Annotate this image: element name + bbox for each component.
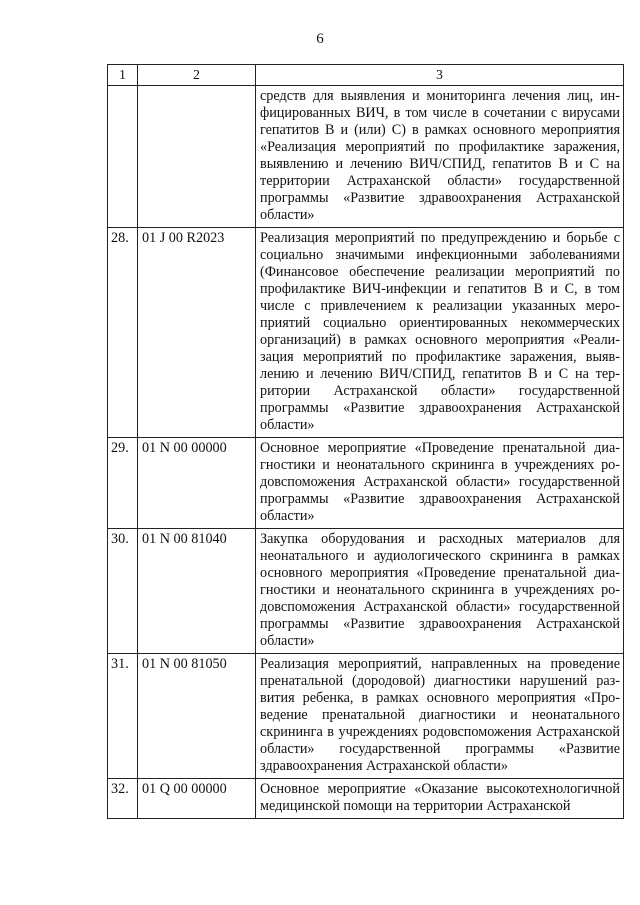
table-row [108,529,624,654]
row-code [138,86,256,228]
column-header-1: 1 [108,65,138,86]
column-header-3: 3 [256,65,624,86]
row-number: 29. [108,438,138,529]
row-code: 01 N 00 00000 [138,438,256,529]
row-description: средств для выявления и мониторинга лечения лиц, инфицированных ВИЧ, в том числе в сочетании с вирусами гепатитов В и (или) С) в рамках основного мероприятия «Реализация мероприятий по профилактике заражения, выявлению и лечению ВИЧ/СПИД, гепатитов В и С на территории Астраханской области» государственной программы «Развитие здравоохранения Астраханской области» [256,86,624,228]
table-row [108,779,624,819]
row-code: 01 N 00 81050 [138,654,256,779]
row-description: Реализация мероприятий, направленных на проведение пренатальной (дородовой) диагностики нарушений развития ребенка, в рамках основного мероприятия «Проведение пренатальной диагностики и неонатального скрининга в учреждениях родовспоможения Астраханской области» государственной программы «Развитие здравоохранения Астраханской области» [256,654,624,779]
row-code: 01 Q 00 00000 [138,779,256,819]
table-header-row [108,65,624,86]
row-description: Основное мероприятие «Проведение пренатальной диагностики и неонатального скрининга в учреждениях родовспоможения Астраханской области» государственной программы «Развитие здравоохранения Астраханской области» [256,438,624,529]
row-number: 32. [108,779,138,819]
row-code: 01 J 00 R2023 [138,228,256,438]
row-description: Основное мероприятие «Оказание высокотехнологичной медицинской помощи на территории Астраханской [256,779,624,819]
row-number: 28. [108,228,138,438]
page-number: 6 [316,31,324,47]
row-number: 30. [108,529,138,654]
table-row [108,438,624,529]
table-row [108,228,624,438]
budget-classification-table [107,64,624,819]
column-header-2: 2 [138,65,256,86]
row-description: Закупка оборудования и расходных материалов для неонатального и аудиологического скрининга в рамках основного мероприятия «Проведение пренатальной диагностики и неонатального скрининга в учреждениях родовспоможения Астраханской области» государственной программы «Развитие здравоохранения Астраханской области» [256,529,624,654]
row-number: 31. [108,654,138,779]
row-number [108,86,138,228]
row-code: 01 N 00 81040 [138,529,256,654]
row-description: Реализация мероприятий по предупреждению и борьбе с социально значимыми инфекционными заболеваниями (Финансовое обеспечение реализации мероприятий по профилактике ВИЧ-инфекции и гепатитов В и С, в том числе с привлечением к реализации указанных мероприятий социально ориентированных некоммерческих организаций) в рамках основного мероприятия «Реализация мероприятий по профилактике заражения, выявлению и лечению ВИЧ/СПИД, гепатитов В и С на территории Астраханской области» государственной программы «Развитие здравоохранения Астраханской области» [256,228,624,438]
table-row [108,86,624,228]
table-row [108,654,624,779]
